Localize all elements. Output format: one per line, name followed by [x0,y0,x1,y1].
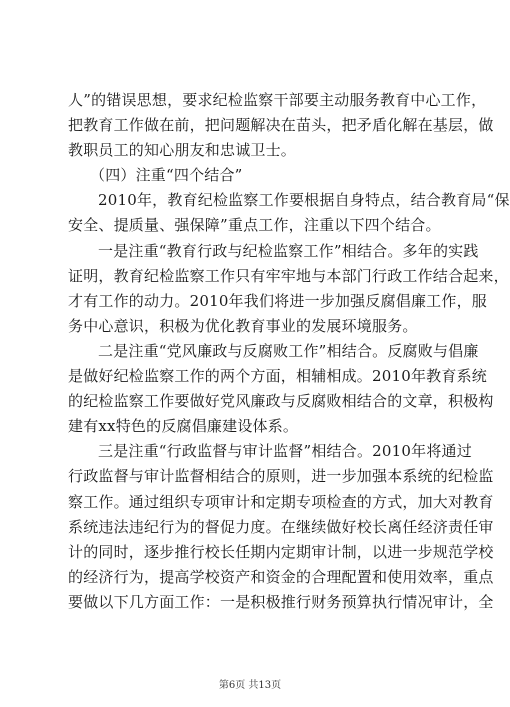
text-line: 的经济行为，提高学校资产和资金的合理配置和使用效率，重点 [68,567,494,586]
text-line: 证明，教育纪检监察工作只有牢牢地与本部门行政工作结合起来， [68,266,509,285]
text-line: 计的同时，逐步推行校长任期内定期审计制，以进一步规范学校 [68,542,494,561]
text-line: 才有工作的动力。2010年我们将进一步加强反腐倡廉工作，服 [68,291,487,310]
document-body [68,88,510,615]
text-line: 是做好纪检监察工作的两个方面，相辅相成。2010年教育系统 [68,367,487,386]
section-heading: （四）注重“四个结合” [90,166,243,185]
page-footer: 第6页 共13页 [218,680,282,691]
text-line: 行政监督与审计监督相结合的原则，进一步加强本系统的纪检监 [68,467,494,486]
text-line: 二是注重“党风廉政与反腐败工作”相结合。反腐败与倡廉 [98,341,479,360]
text-line: 2010年，教育纪检监察工作要根据自身特点，结合教育局“保 [98,191,510,210]
text-line: 系统违法违纪行为的督促力度。在继续做好校长离任经济责任审 [68,517,494,536]
text-line: 一是注重“教育行政与纪检监察工作”相结合。多年的实践 [98,241,479,260]
text-line: 要做以下几方面工作：一是积极推行财务预算执行情况审计，全 [68,592,494,611]
text-line: 务中心意识，积极为优化教育事业的发展环境服务。 [68,316,418,335]
text-line: 把教育工作做在前，把问题解决在苗头，把矛盾化解在基层，做 [68,116,494,135]
text-line: 安全、提质量、强保障”重点工作，注重以下四个结合。 [68,216,441,235]
text-line: 建有xx特色的反腐倡廉建设体系。 [68,417,299,436]
text-line: 的纪检监察工作要做好党风廉政与反腐败相结合的文章，积极构 [68,392,494,411]
text-line: 人”的错误思想，要求纪检监察干部要主动服务教育中心工作， [68,91,487,109]
text-line: 察工作。通过组织专项审计和定期专项检查的方式，加大对教育 [68,492,494,511]
text-line: 教职员工的知心朋友和忠诚卫士。 [68,141,297,160]
text-line: 三是注重“行政监督与审计监督”相结合。2010年将通过 [98,442,472,461]
